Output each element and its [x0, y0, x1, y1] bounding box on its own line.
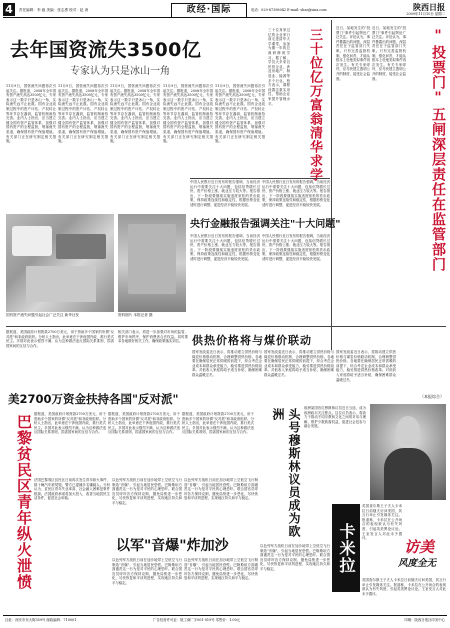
lead-body-col-1: 11月9日，国资流失问题再次引起关注。据报道，2008年全年国有资产流失高达3500亿元，专家表示这一数字只是冰山一角，实际流失远不止此数。国有企业改制过程中的资产评估、产权转让等环节存在漏洞，监管机制亟待完善。业内人士指出，应当建立健全国有资产监管体系，加强对国有资产的全程监督，堵塞流失渠道，确保国有资产保值增值。有关部门正在研究制定相关措施。 — [6, 84, 56, 144]
billionaire-headline: 三十位亿万富翁清华求学 — [307, 28, 322, 182]
israel-body-1: 以色列军方战机日前在加沙地带上空低空飞行制造"音爆"，引起当地居民恐慌。巴勒斯坦方面谴责这一行为是对平民的心理恐吓。联合国官员呼吁各方保持克制，避免局势进一步恶化，尽快恢复和平谈判进程，实现地区持久和平与稳定。 — [112, 478, 182, 505]
paper-name: 陕西日报 — [413, 2, 445, 12]
vote-gate-headline: "投票门"五闸深层责任在监管部门 — [430, 28, 446, 272]
muslim-mp-body: 欧洲某国首位穆斯林议员近日当选，成为欧洲政坛关注焦点。这位议员表示，将致力于推动不同宗教和文化之间的对话与理解，维护少数族裔权益，促进社会包容与融合发展。 — [304, 406, 366, 429]
editor-info: 责任编辑：李 毅 美编：张志勇 校对：赵 涛 — [19, 8, 89, 12]
finance-body-4: 中国人民银行近日发布的报告强调，当前经济运行中需要关注十大问题，包括信贷增长过快、资产价格上涨、就业压力较大等。报告指出，下一阶段要继续实施适度宽松的货币政策，保持政策连续性和稳定性，根据形势变化适时进行调整，促进经济平稳较快发展。 — [262, 234, 330, 261]
camilla-subhead: 风度全无 — [398, 558, 437, 569]
vote-gate-body-1: 近日，某地发生的"投票门"事件引起舆论广泛关注。评论认为，事件暴露出的问题，深层责任在于监管部门失职。只有完善监督机制，强化问责，才能从根本上杜绝类似事件再次发生。有关专家呼吁，应尽快建立透明公开的制度，接受社会监督。 — [336, 26, 370, 81]
footer-license: 广告经营许可证：陕工商广字001-019号 零售价：1.00元 — [153, 618, 241, 622]
footer-bar — [3, 615, 447, 626]
us-headline: 美2700万资金扶持各国"反对派" — [8, 392, 179, 406]
contact-info: 电话：029-87398042 E-mail: sbzz@sina.com — [251, 8, 327, 12]
us-intro-col: 据报道，美国政府计划拨款2700万美元，用于资助多个国家的所谓"反对派"和非政府组织。分析人士指出，此举意在干涉他国内政，推行美式民主。多国对此表示强烈不满，认为这种做法违反国际关系准则，损害国家间的互信与合作。 — [6, 330, 114, 348]
israel-headline: 以军"音爆"炸加沙 — [116, 538, 229, 554]
lead-photo — [6, 214, 114, 312]
issue-date: 2009年11月10日 星期二 — [406, 12, 445, 16]
page-number: 4 — [3, 3, 15, 16]
lead-photo-2 — [118, 214, 186, 312]
masthead-bar — [3, 3, 447, 18]
lead-body-col-2: 11月9日，国资流失问题再次引起关注。据报道，2008年全年国有资产流失高达3500亿元，专家表示这一数字只是冰山一角，实际流失远不止此数。国有企业改制过程中的资产评估、产权转让等环节存在漏洞，监管机制亟待完善。业内人士指出，应当建立健全国有资产监管体系，加强对国有资产的全程监督，堵塞流失渠道，确保国有资产保值增值。有关部门正在研究制定相关措施。 — [58, 84, 108, 144]
price-headline: 供热价格将与煤价联动 — [192, 334, 312, 347]
rule-mid — [6, 326, 446, 327]
price-body-3: 国家发改委近日表示，将推动建立供热价格与煤炭价格联动机制，合理调整供热价格。各地要在确保居民正常供暖的前提下，综合考虑企业成本和群众承受能力，稳妥推进供热价格改革。对低收入家庭将给予适当补贴，确保困难群众温暖过冬。 — [336, 350, 396, 382]
lead-photo-caption: 国有资产流失问题引起社会广泛关注 新华社发 — [6, 313, 80, 317]
lead-photo-2-caption: 资料图片 本报记者 摄 — [118, 313, 153, 317]
israel-body-5: 以色列军方战机日前在加沙地带上空低空飞行制造"音爆"，引起当地居民恐慌。巴勒斯坦方面谴责这一行为是对平民的心理恐吓。联合国官员呼吁各方保持克制，避免局势进一步恶化，尽快恢复和平谈判进程，实现地区持久和平与稳定。 — [260, 544, 330, 571]
footer-printer: 印刷：陕西日报社印务中心 — [404, 618, 445, 622]
vote-gate-body-2: 近日，某地发生的"投票门"事件引起舆论广泛关注。评论认为，事件暴露出的问题，深层责任在于监管部门失职。只有完善监督机制，强化问责，才能从根本上杜绝类似事件再次发生。有关专家呼吁，应尽快建立透明公开的制度，接受社会监督。 — [372, 26, 406, 81]
paris-headline: 巴黎贫民区青年纵火泄愤 — [15, 414, 33, 590]
finance-body-3: 中国人民银行近日发布的报告强调，当前经济运行中需要关注十大问题，包括信贷增长过快、资产价格上涨、就业压力较大等。报告指出，下一阶段要继续实施适度宽松的货币政策，保持政策连续性和稳定性，根据形势变化适时进行调整，促进经济平稳较快发展。 — [190, 234, 260, 261]
muslim-mp-photo — [370, 404, 446, 500]
muslim-mp-headline: 头号穆斯林议员成为欧洲 — [271, 408, 301, 538]
israel-body-3: 以色列军方战机日前在加沙地带上空低空飞行制造"音爆"，引起当地居民恐慌。巴勒斯坦方面谴责这一行为是对平民的心理恐吓。联合国官员呼吁各方保持克制，避免局势进一步恶化，尽快恢复和平谈判进程，实现地区持久和平与稳定。 — [112, 558, 182, 585]
lead-headline: 去年国资流失3500亿 — [10, 39, 202, 61]
section-label: 政经·国际 — [186, 5, 232, 15]
price-body-1: 国家发改委近日表示，将推动建立供热价格与煤炭价格联动机制，合理调整供热价格。各地要在确保居民正常供暖的前提下，综合考虑企业成本和群众承受能力，稳妥推进供热价格改革。对低收入家庭将给予适当补贴，确保困难群众温暖过冬。 — [192, 350, 262, 377]
paris-body-1: 法国巴黎郊区贫民区日前再次发生青年纵火事件，数十辆汽车被焚毁。警方已逮捕多名嫌疑人。分析认为，贫民区青年失业率高、社会融入困难是事件根源。法国政府承诺将加大投入，改善当地居民生活条件，促进社会和谐。 — [34, 478, 110, 501]
lead-body-col-5: 11月9日，国资流失问题再次引起关注。据报道，2008年全年国有资产流失高达3500亿元，专家表示这一数字只是冰山一角，实际流失远不止此数。国有企业改制过程中的资产评估、产权转让等环节存在漏洞，监管机制亟待完善。业内人士指出，应当建立健全国有资产监管体系，加强对国有资产的全程监督，堵塞流失渠道，确保国有资产保值增值。有关部门正在研究制定相关措施。 — [215, 84, 265, 144]
camilla-side-headline: 卡米拉 — [337, 522, 356, 574]
column-rule-right — [331, 20, 332, 350]
finance-body-2: 中国人民银行近日发布的报告强调，当前经济运行中需要关注十大问题，包括信贷增长过快、资产价格上涨、就业压力较大等。报告指出，下一阶段要继续实施适度宽松的货币政策，保持政策连续性和稳定性，根据形势变化适时进行调整，促进经济平稳较快发展。 — [262, 180, 330, 207]
us-body-2: 据报道，美国政府计划拨款2700万美元，用于资助多个国家的所谓"反对派"和非政府组织。分析人士指出，此举意在干涉他国内政，推行美式民主。多国对此表示强烈不满，认为这种做法违反国际关系准则，损害国家间的互信与合作。 — [108, 412, 180, 435]
camilla-body-1: 英国查尔斯王子夫人卡米拉日前随夫访问美国，其言行举止引发媒体关注。报道称，卡米拉在公开场合的表现被认为有失风度，引起英美舆论议论。王室发言人对此未予置评。 — [362, 504, 402, 541]
rule-finance-top — [190, 178, 330, 179]
us-body-3: 据报道，美国政府计划拨款2700万美元，用于资助多个国家的所谓"反对派"和非政府组织。分析人士指出，此举意在干涉他国内政，推行美式民主。多国对此表示强烈不满，认为这种做法违反国际关系准则，损害国家间的互信与合作。 — [182, 412, 254, 435]
israel-body-4: 以色列军方战机日前在加沙地带上空低空飞行制造"音爆"，引起当地居民恐慌。巴勒斯坦方面谴责这一行为是对平民的心理恐吓。联合国官员呼吁各方保持克制，避免局势进一步恶化，尽快恢复和平谈判进程，实现地区持久和平与稳定。 — [184, 558, 258, 581]
finance-headline: 央行金融报告强调关注"十大问题" — [190, 219, 341, 230]
lead-subhead: 专家认为只是冰山一角 — [70, 66, 170, 77]
billionaire-body: 三十位身家过亿的企业家日前走进清华大学课堂，参加为期一年的总裁研修班学习。据了解，学员大多来自民营企业，涉及房地产、制造业、能源等多个行业。校方表示，课程设置注重实用性，帮助企业家提升管理水平。 — [268, 28, 290, 106]
section-title — [171, 3, 247, 18]
lead-body-col-3: 11月9日，国资流失问题再次引起关注。据报道，2008年全年国有资产流失高达3500亿元，专家表示这一数字只是冰山一角，实际流失远不止此数。国有企业改制过程中的资产评估、产权转让等环节存在漏洞，监管机制亟待完善。业内人士指出，应当建立健全国有资产监管体系，加强对国有资产的全程监督，堵塞流失渠道，确保国有资产保值增值。有关部门正在研究制定相关措施。 — [110, 84, 160, 144]
price-body-2: 国家发改委近日表示，将推动建立供热价格与煤炭价格联动机制，合理调整供热价格。各地要在确保居民正常供暖的前提下，综合考虑企业成本和群众承受能力，稳妥推进供热价格改革。对低收入家庭将给予适当补贴，确保困难群众温暖过冬。 — [264, 350, 334, 377]
israel-body-2: 以色列军方战机日前在加沙地带上空低空飞行制造"音爆"，引起当地居民恐慌。巴勒斯坦方面谴责这一行为是对平民的心理恐吓。联合国官员呼吁各方保持克制，避免局势进一步恶化，尽快恢复和平谈判进程，实现地区持久和平与稳定。 — [184, 478, 258, 501]
footer-address: 社址：西安市东大街359号 邮政编码：710001 — [5, 618, 77, 622]
camilla-headline: 访美 — [404, 538, 435, 556]
mid-note: 相关部门表示，将进一步加强对市场的监管，维护市场秩序，保护消费者合法权益。同时要求各地做好相关工作，确保政策落实到位。 — [118, 330, 188, 344]
camilla-block — [332, 504, 360, 592]
lead-body-col-4: 11月9日，国资流失问题再次引起关注。据报道，2008年全年国有资产流失高达3500亿元，专家表示这一数字只是冰山一角，实际流失远不止此数。国有企业改制过程中的资产评估、产权转让等环节存在漏洞，监管机制亟待完善。业内人士指出，应当建立健全国有资产监管体系，加强对国有资产的全程监督，堵塞流失渠道，确保国有资产保值增值。有关部门正在研究制定相关措施。 — [163, 84, 213, 144]
right-note: （本报综合） — [420, 394, 444, 399]
finance-body-1: 中国人民银行近日发布的报告强调，当前经济运行中需要关注十大问题，包括信贷增长过快、资产价格上涨、就业压力较大等。报告指出，下一阶段要继续实施适度宽松的货币政策，保持政策连续性和稳定性，根据形势变化适时进行调整，促进经济平稳较快发展。 — [190, 180, 260, 207]
us-body-1: 据报道，美国政府计划拨款2700万美元，用于资助多个国家的所谓"反对派"和非政府组织。分析人士指出，此举意在干涉他国内政，推行美式民主。多国对此表示强烈不满，认为这种做法违反国际关系准则，损害国家间的互信与合作。 — [34, 412, 106, 435]
camilla-body-2: 英国查尔斯王子夫人卡米拉日前随夫访问美国，其言行举止引发媒体关注。报道称，卡米拉在公开场合的表现被认为有失风度，引起英美舆论议论。王室发言人对此未予置评。 — [362, 578, 446, 596]
